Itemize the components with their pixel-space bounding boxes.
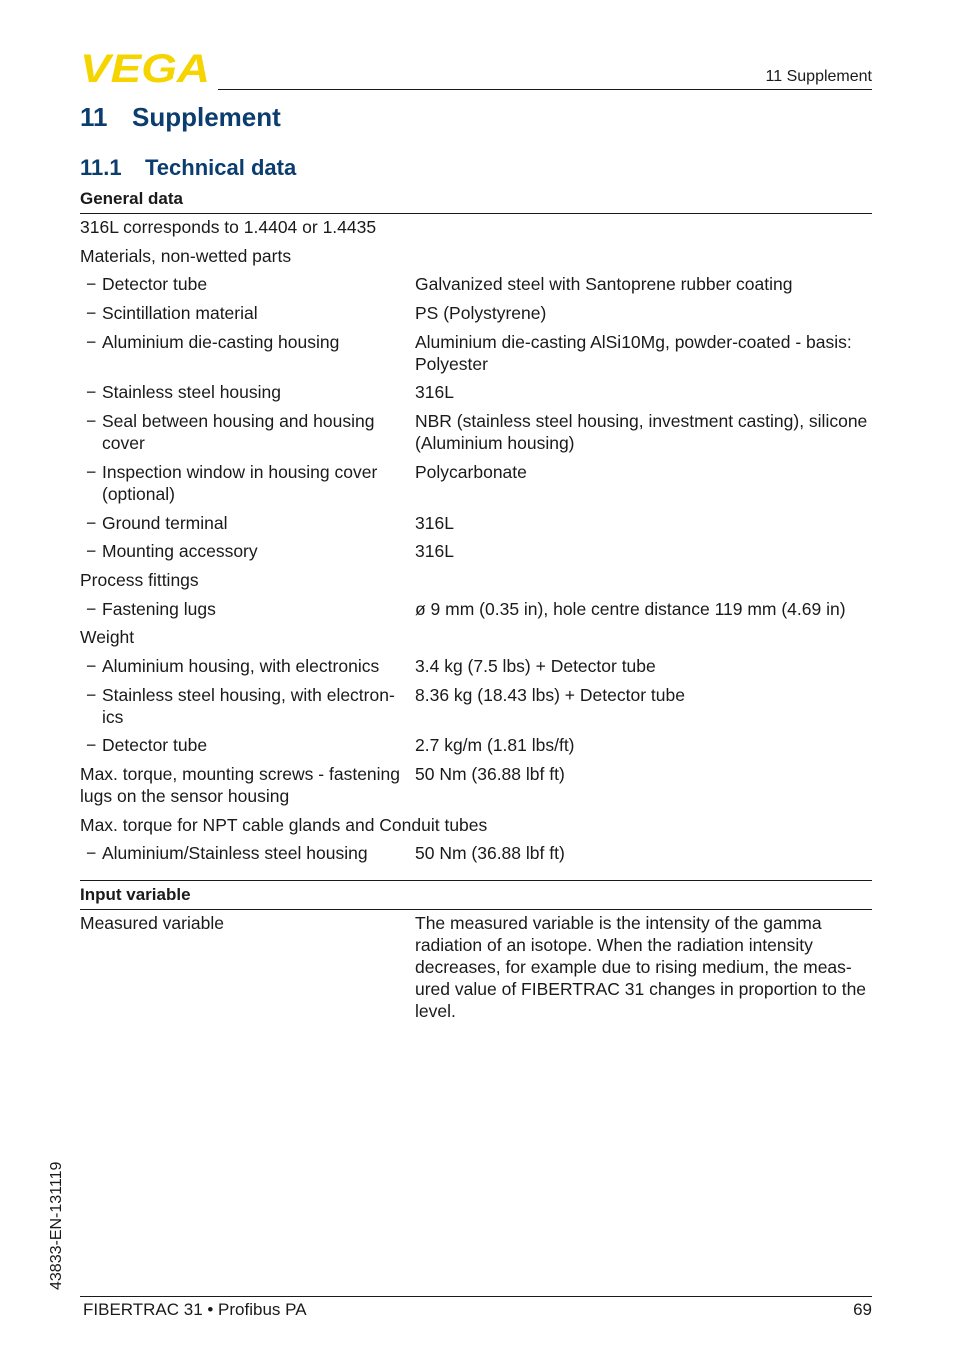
table-row (80, 623, 872, 652)
row-value: 316L (415, 382, 454, 403)
row-label: − Aluminium die-casting housing (80, 331, 415, 375)
table-row (80, 681, 872, 732)
table-row (80, 299, 872, 328)
row-label: − Inspection window in housing cover (optional) (80, 461, 415, 505)
input-variable-table (80, 909, 872, 1026)
table-row (80, 652, 872, 681)
row-label: − Detector tube (80, 273, 415, 295)
row-label: − Aluminium/Stainless steel housing (80, 842, 415, 864)
row-value: 8.36 kg (18.43 lbs) + Detector tube (415, 684, 685, 705)
row-value: NBR (stainless steel housing, investment casting), silicone (Aluminium housing) (415, 411, 868, 454)
section-title (80, 155, 296, 181)
table-row (80, 731, 872, 760)
row-label: − Stainless steel housing (80, 381, 415, 403)
table-row (80, 839, 872, 868)
page-number: 69 (853, 1300, 872, 1319)
row-label: − Stainless steel housing, with electron-ics (80, 684, 415, 728)
row-label: Measured variable (80, 913, 224, 933)
vega-logo (80, 50, 212, 86)
table-row (80, 242, 872, 271)
row-label: Max. torque for NPT cable glands and Conduit tubes (80, 814, 488, 835)
row-label: − Seal between housing and housing cover (80, 410, 415, 454)
logo-text: VEGA (80, 50, 210, 86)
row-value: PS (Polystyrene) (415, 303, 547, 324)
header-section-label: 11 Supplement (765, 68, 872, 85)
table-row (80, 328, 872, 379)
footer-rule (80, 1296, 872, 1297)
table-row (80, 760, 872, 811)
general-data-heading: General data (80, 189, 872, 214)
row-value: 3.4 kg (7.5 lbs) + Detector tube (415, 655, 656, 676)
chapter-title (80, 102, 281, 133)
row-value: 316L (415, 541, 454, 562)
row-label: Max. torque, mounting screws - fastening lugs on the sensor housing (80, 764, 401, 806)
input-variable-heading: Input variable (80, 880, 872, 910)
row-label: − Fastening lugs (80, 598, 415, 620)
row-label: − Detector tube (80, 734, 415, 756)
row-value: The measured variable is the intensity of the gamma radiation of an isotope. When the radiation intensity decreases, for example due to rising medium, the meas-ured value of FIBERTRAC 31 changes in proportion to the level. (415, 913, 867, 1021)
row-label: Materials, non-wetted parts (80, 245, 292, 266)
chapter-title-text: Supplement (132, 102, 281, 132)
chapter-number: 11 (80, 102, 108, 132)
table-row (80, 270, 872, 299)
row-label: − Ground terminal (80, 512, 415, 534)
row-label: − Scintillation material (80, 302, 415, 324)
row-value: 316L (415, 512, 454, 533)
row-value: 2.7 kg/m (1.81 lbs/ft) (415, 735, 575, 756)
table-row (80, 407, 872, 458)
row-value: Aluminium die-casting AlSi10Mg, powder-coated - basis: Polyester (415, 331, 852, 374)
row-label: 316L corresponds to 1.4404 or 1.4435 (80, 217, 377, 237)
row-label: Process fittings (80, 569, 199, 590)
row-value: 50 Nm (36.88 lbf ft) (415, 843, 565, 864)
footer-title: FIBERTRAC 31 • Profibus PA (83, 1300, 307, 1319)
table-row (80, 458, 872, 509)
table-row (80, 595, 872, 624)
table-row (80, 909, 872, 1026)
table-row (80, 811, 872, 840)
section-number: 11.1 (80, 155, 122, 180)
row-value: 50 Nm (36.88 lbf ft) (415, 764, 565, 784)
table-row (80, 378, 872, 407)
table-row (80, 213, 872, 242)
row-label: − Mounting accessory (80, 540, 415, 562)
header-rule (218, 89, 872, 90)
row-label: Weight (80, 627, 135, 648)
row-label: − Aluminium housing, with electronics (80, 655, 415, 677)
document-code: 43833-EN-131119 (48, 1161, 65, 1290)
section-title-text: Technical data (145, 155, 297, 180)
table-row (80, 566, 872, 595)
row-value: Galvanized steel with Santoprene rubber coating (415, 274, 793, 295)
row-value: ø 9 mm (0.35 in), hole centre distance 119 mm (4.69 in) (415, 598, 846, 619)
table-row (80, 537, 872, 566)
row-value: Polycarbonate (415, 461, 527, 482)
general-data-table (80, 213, 872, 868)
table-row (80, 509, 872, 538)
